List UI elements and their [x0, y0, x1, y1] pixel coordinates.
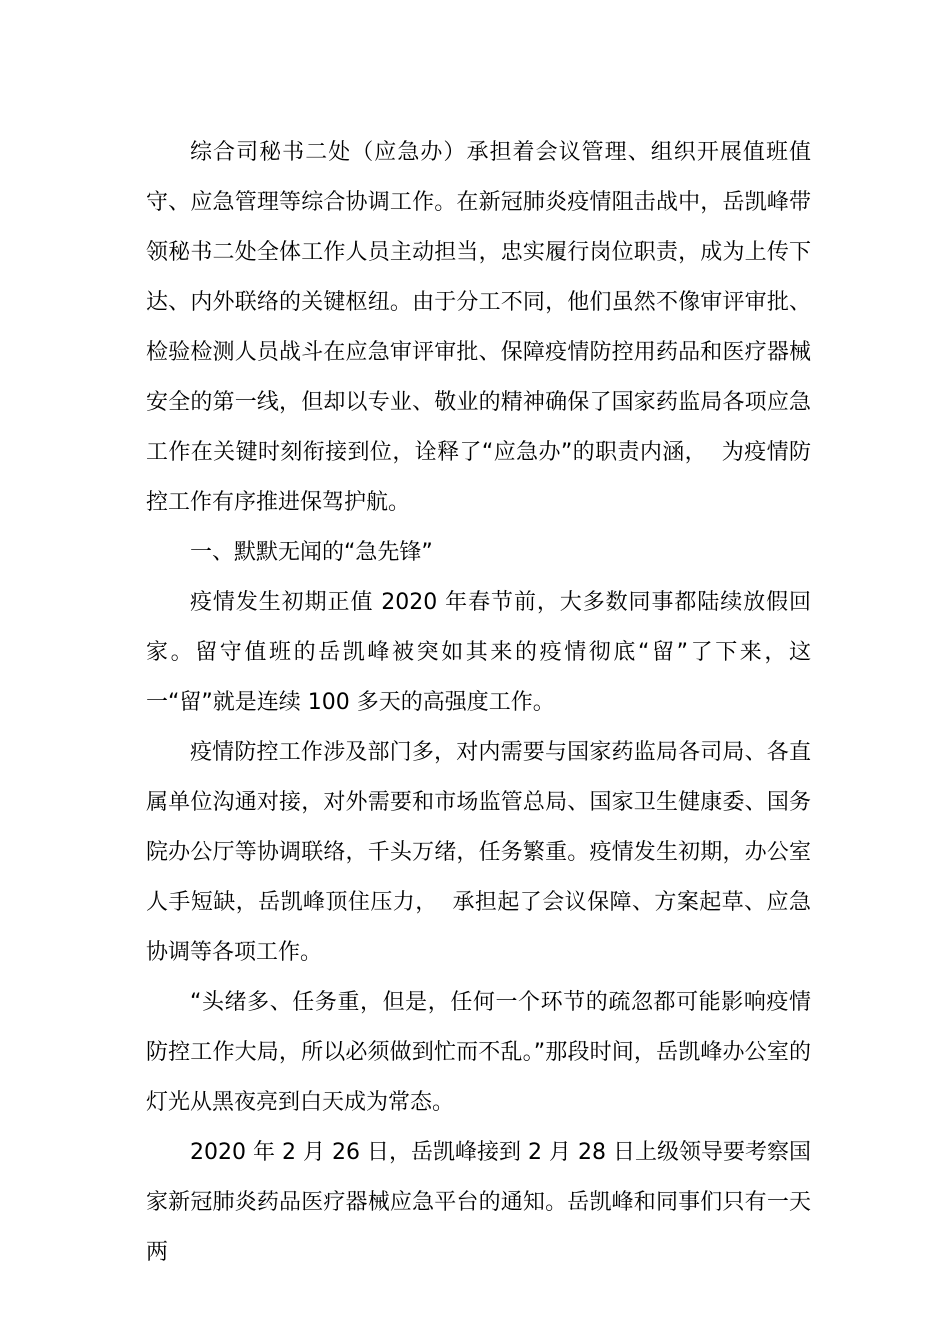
paragraph-coordination: 疫情防控工作涉及部门多，对内需要与国家药监局各司局、各直属单位沟通对接，对外需要和市场监管总局、国家卫生健康委、国务院办公厅等协调联络，千头万绪，任务繁重。疫情发生初期，办公室人手短缺，岳凯峰顶住压力， 承担起了会议保障、方案起草、应急协调等各项工作。	[146, 740, 811, 965]
paragraph-intro: 综合司秘书二处（应急办）承担着会议管理、组织开展值班值守、应急管理等综合协调工作。在新冠肺炎疫情阻击战中，岳凯峰带领秘书二处全体工作人员主动担当，忠实履行岗位职责，成为上传下达、内外联络的关键枢纽。由于分工不同，他们虽然不像审评审批、检验检测人员战斗在应急审评审批、保障疫情防控用药品和医疗器械安全的第一线，但却以专业、敬业的精神确保了国家药监局各项应急工作在关键时刻衔接到位，诠释了“应急办”的职责内涵， 为疫情防控工作有序推进保驾护航。	[146, 140, 811, 515]
paragraph-spring-festival: 疫情发生初期正值 2020 年春节前，大多数同事都陆续放假回家。留守值班的岳凯峰被突如其来的疫情彻底“留”了下来，这一“留”就是连续 100 多天的高强度工作。	[146, 590, 812, 715]
document-body	[146, 128, 811, 1278]
section-heading: 一、默默无闻的“急先锋”	[190, 540, 433, 565]
paragraph-inspection: 2020 年 2 月 26 日，岳凯峰接到 2 月 28 日上级领导要考察国家新冠肺炎药品医疗器械应急平台的通知。岳凯峰和同事们只有一天两	[146, 1140, 811, 1265]
paragraph-quote: “头绪多、任务重，但是，任何一个环节的疏忽都可能影响疫情防控工作大局，所以必须做到忙而不乱。”那段时间，岳凯峰办公室的灯光从黑夜亮到白天成为常态。	[146, 990, 811, 1115]
